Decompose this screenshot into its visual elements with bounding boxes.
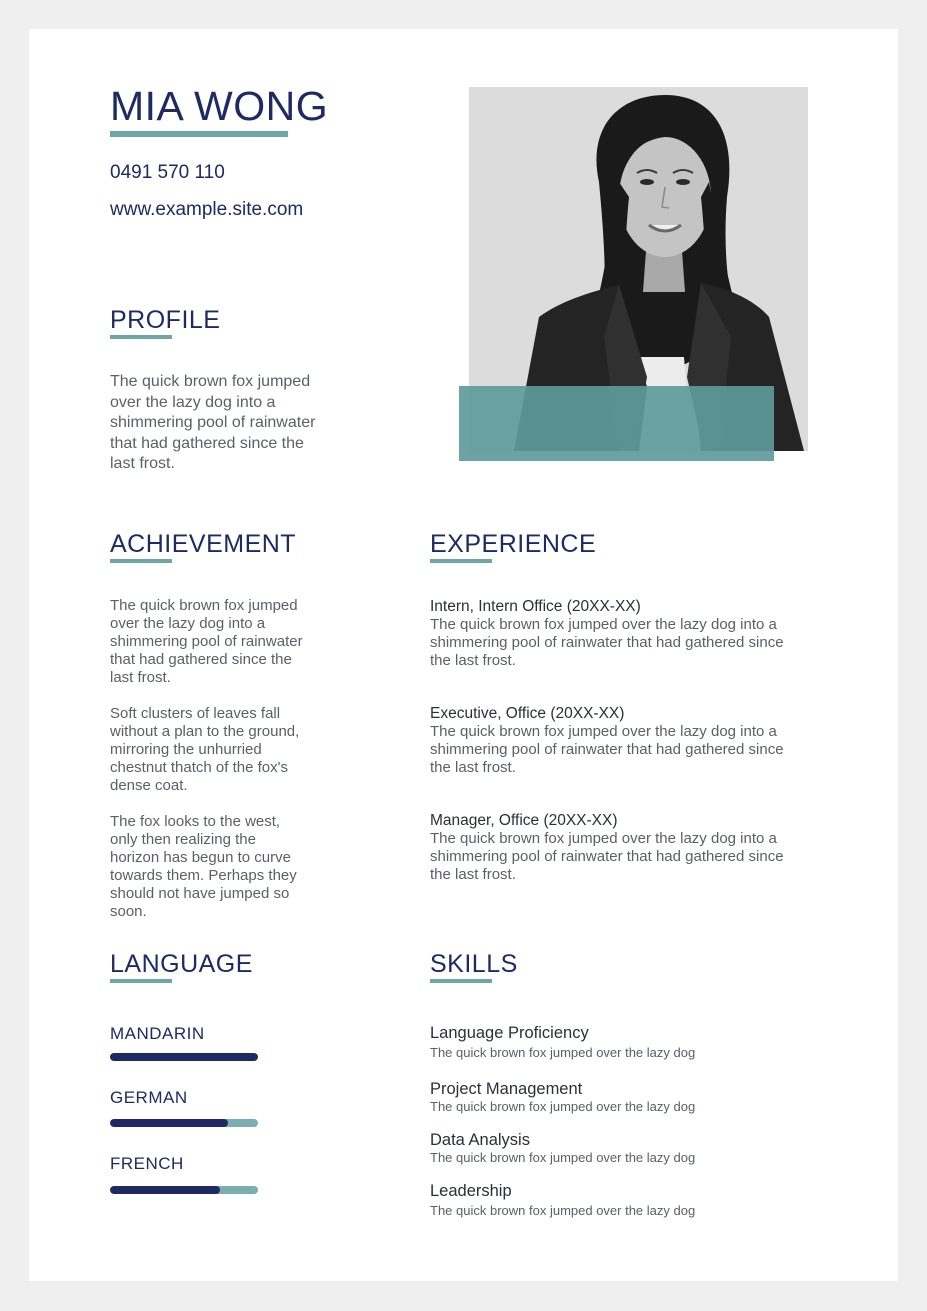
language-level-bar bbox=[110, 1119, 258, 1127]
achievement-line: mirroring the unhurried bbox=[110, 741, 262, 758]
job-description-line: The quick brown fox jumped over the lazy dog into a bbox=[430, 830, 777, 847]
achievement-line: The quick brown fox jumped bbox=[110, 597, 298, 614]
achievement-line: soon. bbox=[110, 903, 147, 920]
profile-line: The quick brown fox jumped bbox=[110, 373, 311, 390]
experience-heading-bar bbox=[430, 559, 492, 563]
profile-line: over the lazy dog into a bbox=[110, 393, 276, 411]
job-description-line: shimmering pool of rainwater that had gathered since bbox=[430, 634, 784, 651]
resume-page bbox=[29, 29, 898, 1281]
language-name: MANDARIN bbox=[110, 1024, 205, 1043]
achievement-paragraph bbox=[110, 813, 330, 921]
experience-item bbox=[430, 597, 810, 670]
language-name: FRENCH bbox=[110, 1154, 184, 1173]
language-level-bar bbox=[110, 1186, 258, 1194]
skill-title: Leadership bbox=[430, 1182, 512, 1200]
achievement-line: that had gathered since the bbox=[110, 651, 292, 668]
skill-title: Data Analysis bbox=[430, 1131, 530, 1149]
profile-text bbox=[110, 372, 350, 475]
skill-item bbox=[430, 1079, 695, 1115]
achievement-heading-bar bbox=[110, 559, 172, 563]
skills-heading: SKILLS bbox=[430, 950, 518, 978]
skill-description: The quick brown fox jumped over the lazy dog bbox=[430, 1150, 696, 1165]
job-description-line: the last frost. bbox=[430, 866, 516, 883]
profile-line: that had gathered since the bbox=[110, 434, 304, 452]
name-underline bbox=[110, 131, 288, 137]
language-name: GERMAN bbox=[110, 1088, 188, 1107]
language-level-fill bbox=[110, 1053, 258, 1061]
profile-heading-bar bbox=[110, 335, 172, 339]
job-description-line: shimmering pool of rainwater that had gathered since bbox=[430, 741, 784, 758]
experience-item bbox=[430, 811, 810, 884]
achievement-heading: ACHIEVEMENT bbox=[110, 530, 297, 558]
skill-title: Project Management bbox=[430, 1080, 583, 1098]
achievement-line: The fox looks to the west, bbox=[110, 813, 281, 830]
language-heading: LANGUAGE bbox=[110, 950, 253, 978]
profile-line: last frost. bbox=[110, 455, 175, 472]
profile-heading: PROFILE bbox=[110, 306, 221, 334]
achievement-line: Soft clusters of leaves fall bbox=[110, 705, 281, 722]
achievement-line: without a plan to the ground, bbox=[110, 723, 300, 740]
job-description-line: The quick brown fox jumped over the lazy dog into a bbox=[430, 616, 777, 633]
experience-item bbox=[430, 704, 810, 777]
achievement-line: horizon has begun to curve bbox=[110, 849, 291, 866]
job-title: Manager, Office (20XX-XX) bbox=[430, 812, 618, 829]
achievement-line: towards them. Perhaps they bbox=[110, 867, 297, 884]
achievement-line: should not have jumped so bbox=[110, 885, 290, 902]
language-level-fill bbox=[110, 1186, 220, 1194]
phone-number: 0491 570 110 bbox=[110, 162, 225, 183]
experience-heading: EXPERIENCE bbox=[430, 530, 597, 558]
language-level-bar bbox=[110, 1053, 258, 1061]
skills-heading-bar bbox=[430, 979, 492, 983]
skill-title: Language Proficiency bbox=[430, 1024, 589, 1042]
achievement-line: over the lazy dog into a bbox=[110, 615, 266, 632]
job-title: Intern, Intern Office (20XX-XX) bbox=[430, 598, 641, 615]
skill-item bbox=[430, 1181, 695, 1219]
skill-description: The quick brown fox jumped over the lazy dog bbox=[430, 1203, 696, 1218]
language-heading-bar bbox=[110, 979, 172, 983]
job-description-line: the last frost. bbox=[430, 652, 516, 669]
achievement-line: only then realizing the bbox=[110, 831, 256, 848]
achievement-paragraph bbox=[110, 705, 330, 795]
achievement-line: shimmering pool of rainwater bbox=[110, 633, 303, 650]
skill-description: The quick brown fox jumped over the lazy dog bbox=[430, 1099, 696, 1114]
job-description-line: shimmering pool of rainwater that had gathered since bbox=[430, 848, 784, 865]
achievement-paragraph bbox=[110, 597, 330, 687]
skill-item bbox=[430, 1023, 695, 1061]
skill-description: The quick brown fox jumped over the lazy dog bbox=[430, 1045, 696, 1060]
job-description-line: The quick brown fox jumped over the lazy dog into a bbox=[430, 723, 777, 740]
achievement-line: dense coat. bbox=[110, 777, 188, 794]
job-description-line: the last frost. bbox=[430, 759, 516, 776]
achievement-line: last frost. bbox=[110, 669, 171, 686]
photo-accent-block bbox=[459, 386, 774, 461]
job-title: Executive, Office (20XX-XX) bbox=[430, 705, 625, 722]
skill-item bbox=[430, 1130, 695, 1166]
achievement-line: chestnut thatch of the fox's bbox=[110, 759, 288, 776]
candidate-name: MIA WONG bbox=[110, 83, 329, 129]
language-level-fill bbox=[110, 1119, 228, 1127]
website-link[interactable]: www.example.site.com bbox=[110, 199, 304, 220]
profile-line: shimmering pool of rainwater bbox=[110, 414, 316, 431]
